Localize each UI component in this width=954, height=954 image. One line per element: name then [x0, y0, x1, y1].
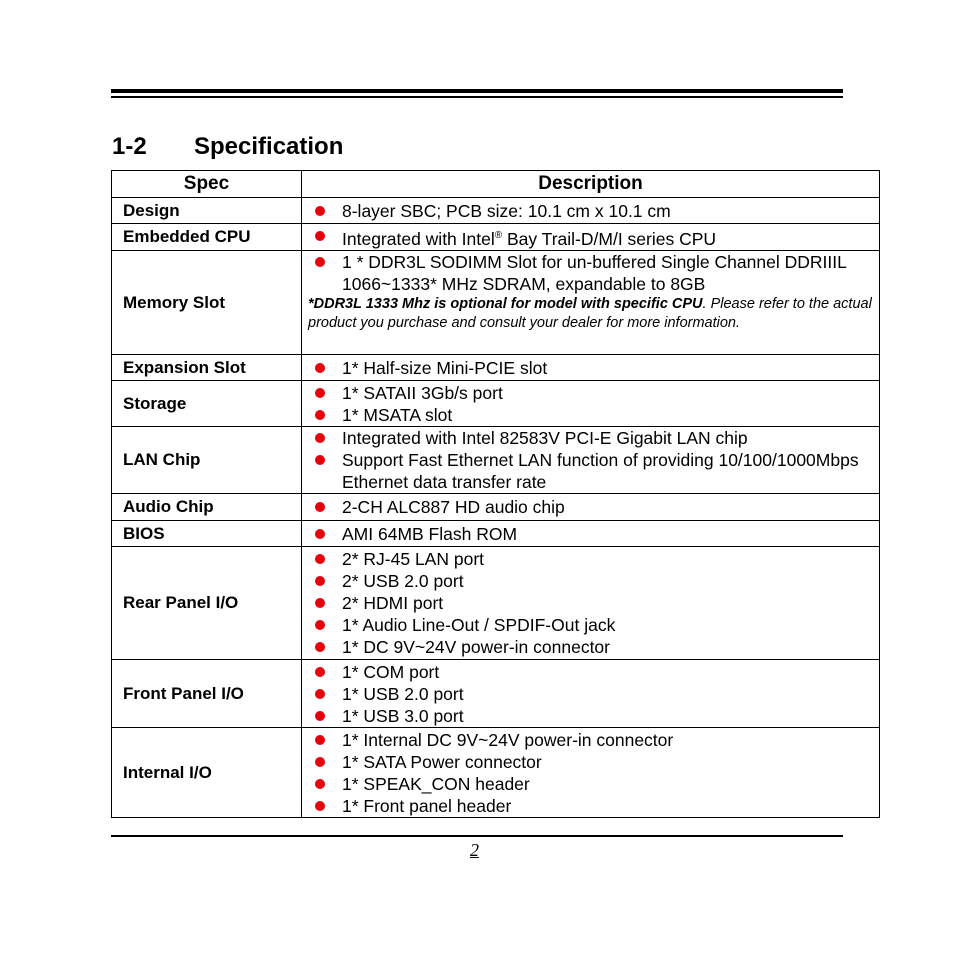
spec-description: [302, 381, 880, 427]
spec-description: [302, 494, 880, 521]
bullet-icon: [315, 206, 325, 216]
list-item: [308, 225, 879, 250]
bullet-icon: [315, 388, 325, 398]
list-item: [308, 705, 879, 727]
spec-table: [111, 170, 880, 818]
item-text: 1* COM port: [342, 661, 440, 682]
spec-label: Design: [112, 198, 302, 224]
top-rule-thick: [111, 89, 843, 93]
bullet-icon: [315, 667, 325, 677]
list-item: [308, 251, 879, 295]
list-item: [308, 636, 879, 658]
item-text: Support Fast Ethernet LAN function of providing 10/100/1000Mbps Ethernet data transfer rate: [342, 450, 859, 492]
bullet-icon: [315, 433, 325, 443]
list-item: [308, 449, 879, 493]
spec-description: [302, 427, 880, 494]
spec-description: [302, 660, 880, 728]
spec-label: Front Panel I/O: [112, 660, 302, 728]
item-text-pre: Integrated with Intel: [342, 228, 495, 249]
spec-label: Expansion Slot: [112, 355, 302, 381]
table-row-audio: [112, 494, 880, 521]
list-item: [308, 614, 879, 636]
spec-label: LAN Chip: [112, 427, 302, 494]
section-heading: [112, 133, 343, 161]
spec-label: BIOS: [112, 521, 302, 547]
bullet-icon: [315, 410, 325, 420]
table-row-front: [112, 660, 880, 728]
item-text: 1* SPEAK_CON header: [342, 773, 530, 794]
list-item: [308, 729, 879, 751]
item-text: 1* Half-size Mini-PCIE slot: [342, 357, 548, 378]
section-title: Specification: [194, 133, 344, 160]
spec-label: Audio Chip: [112, 494, 302, 521]
bullet-icon: [315, 257, 325, 267]
table-row-rear: [112, 547, 880, 660]
item-text: 1* Audio Line-Out / SPDIF-Out jack: [342, 615, 616, 635]
bullet-icon: [315, 598, 325, 608]
item-text: 1* Internal DC 9V~24V power-in connector: [342, 729, 674, 750]
table-row-bios: [112, 521, 880, 547]
list-item: [308, 496, 879, 518]
item-text: 1* SATAII 3Gb/s port: [342, 382, 503, 403]
top-rule: [111, 89, 843, 99]
bullet-icon: [315, 711, 325, 721]
item-text: 1 * DDR3L SODIMM Slot for un-buffered Single Channel DDRIIIL 1066~1333* MHz SDRAM, expandable to 8GB: [342, 252, 847, 294]
list-item: [308, 795, 879, 817]
item-text-post: Bay Trail-D/M/I series CPU: [502, 228, 717, 249]
bullet-icon: [315, 576, 325, 586]
list-item: [308, 773, 879, 795]
bottom-rule: [111, 835, 843, 837]
item-text: 2* USB 2.0 port: [342, 571, 464, 591]
spec-label: Memory Slot: [112, 251, 302, 355]
memory-note-rest: . Please refer to the actual product you purchase and consult your dealer for more information.: [308, 296, 872, 331]
table-row-internal: [112, 728, 880, 818]
spec-description: [302, 198, 880, 224]
spec-label: Internal I/O: [112, 728, 302, 818]
item-text: 1* Front panel header: [342, 795, 512, 816]
list-item: [308, 523, 879, 545]
item-text: 2* HDMI port: [342, 593, 444, 613]
spec-description: [302, 521, 880, 547]
page-number: 2: [470, 840, 479, 860]
item-text: 2* RJ-45 LAN port: [342, 549, 485, 569]
list-item: [308, 683, 879, 705]
item-text: 8-layer SBC; PCB size: 10.1 cm x 10.1 cm: [342, 200, 671, 221]
bullet-icon: [315, 529, 325, 539]
bullet-icon: [315, 779, 325, 789]
list-item: [308, 548, 879, 570]
spec-label: Rear Panel I/O: [112, 547, 302, 660]
header-spec: Spec: [112, 171, 302, 198]
list-item: [308, 382, 879, 404]
spec-description: [302, 355, 880, 381]
bullet-icon: [315, 642, 325, 652]
table-header-row: [112, 171, 880, 198]
section-number: 1-2: [112, 133, 147, 160]
registered-mark: ®: [494, 229, 503, 241]
list-item: [308, 427, 879, 449]
item-text: 1* MSATA slot: [342, 404, 453, 425]
list-item: [308, 751, 879, 773]
memory-note-bold: *DDR3L 1333 Mhz is optional for model with specific CPU: [308, 296, 703, 312]
bullet-icon: [315, 689, 325, 699]
table-row-lan: [112, 427, 880, 494]
spec-description: [302, 547, 880, 660]
table-row-expansion: [112, 355, 880, 381]
item-text: 1* USB 3.0 port: [342, 705, 464, 726]
bullet-icon: [315, 554, 325, 564]
item-text: 1* DC 9V~24V power-in connector: [342, 637, 610, 657]
list-item: [308, 570, 879, 592]
list-item: [308, 661, 879, 683]
list-item: [308, 592, 879, 614]
table-row-design: [112, 198, 880, 224]
bullet-icon: [315, 620, 325, 630]
spec-description: [302, 224, 880, 251]
spec-description: [302, 251, 880, 355]
spec-description: [302, 728, 880, 818]
memory-note: [308, 295, 879, 333]
table-row-memory: [112, 251, 880, 355]
spec-label: Embedded CPU: [112, 224, 302, 251]
bullet-icon: [315, 502, 325, 512]
bullet-icon: [315, 757, 325, 767]
table-row-storage: [112, 381, 880, 427]
item-text: 1* USB 2.0 port: [342, 683, 464, 704]
top-rule-thin: [111, 96, 843, 98]
item-text: Integrated with Intel 82583V PCI-E Gigabit LAN chip: [342, 428, 748, 448]
list-item: [308, 357, 879, 379]
bullet-icon: [315, 231, 325, 241]
table-row-cpu: [112, 224, 880, 251]
bullet-icon: [315, 363, 325, 373]
item-text: 1* SATA Power connector: [342, 751, 542, 772]
header-description: Description: [302, 171, 880, 198]
list-item: [308, 404, 879, 426]
item-text: 2-CH ALC887 HD audio chip: [342, 497, 565, 517]
bullet-icon: [315, 801, 325, 811]
item-text: AMI 64MB Flash ROM: [342, 523, 518, 544]
bullet-icon: [315, 455, 325, 465]
bullet-icon: [315, 735, 325, 745]
list-item: [308, 200, 879, 222]
spec-label: Storage: [112, 381, 302, 427]
